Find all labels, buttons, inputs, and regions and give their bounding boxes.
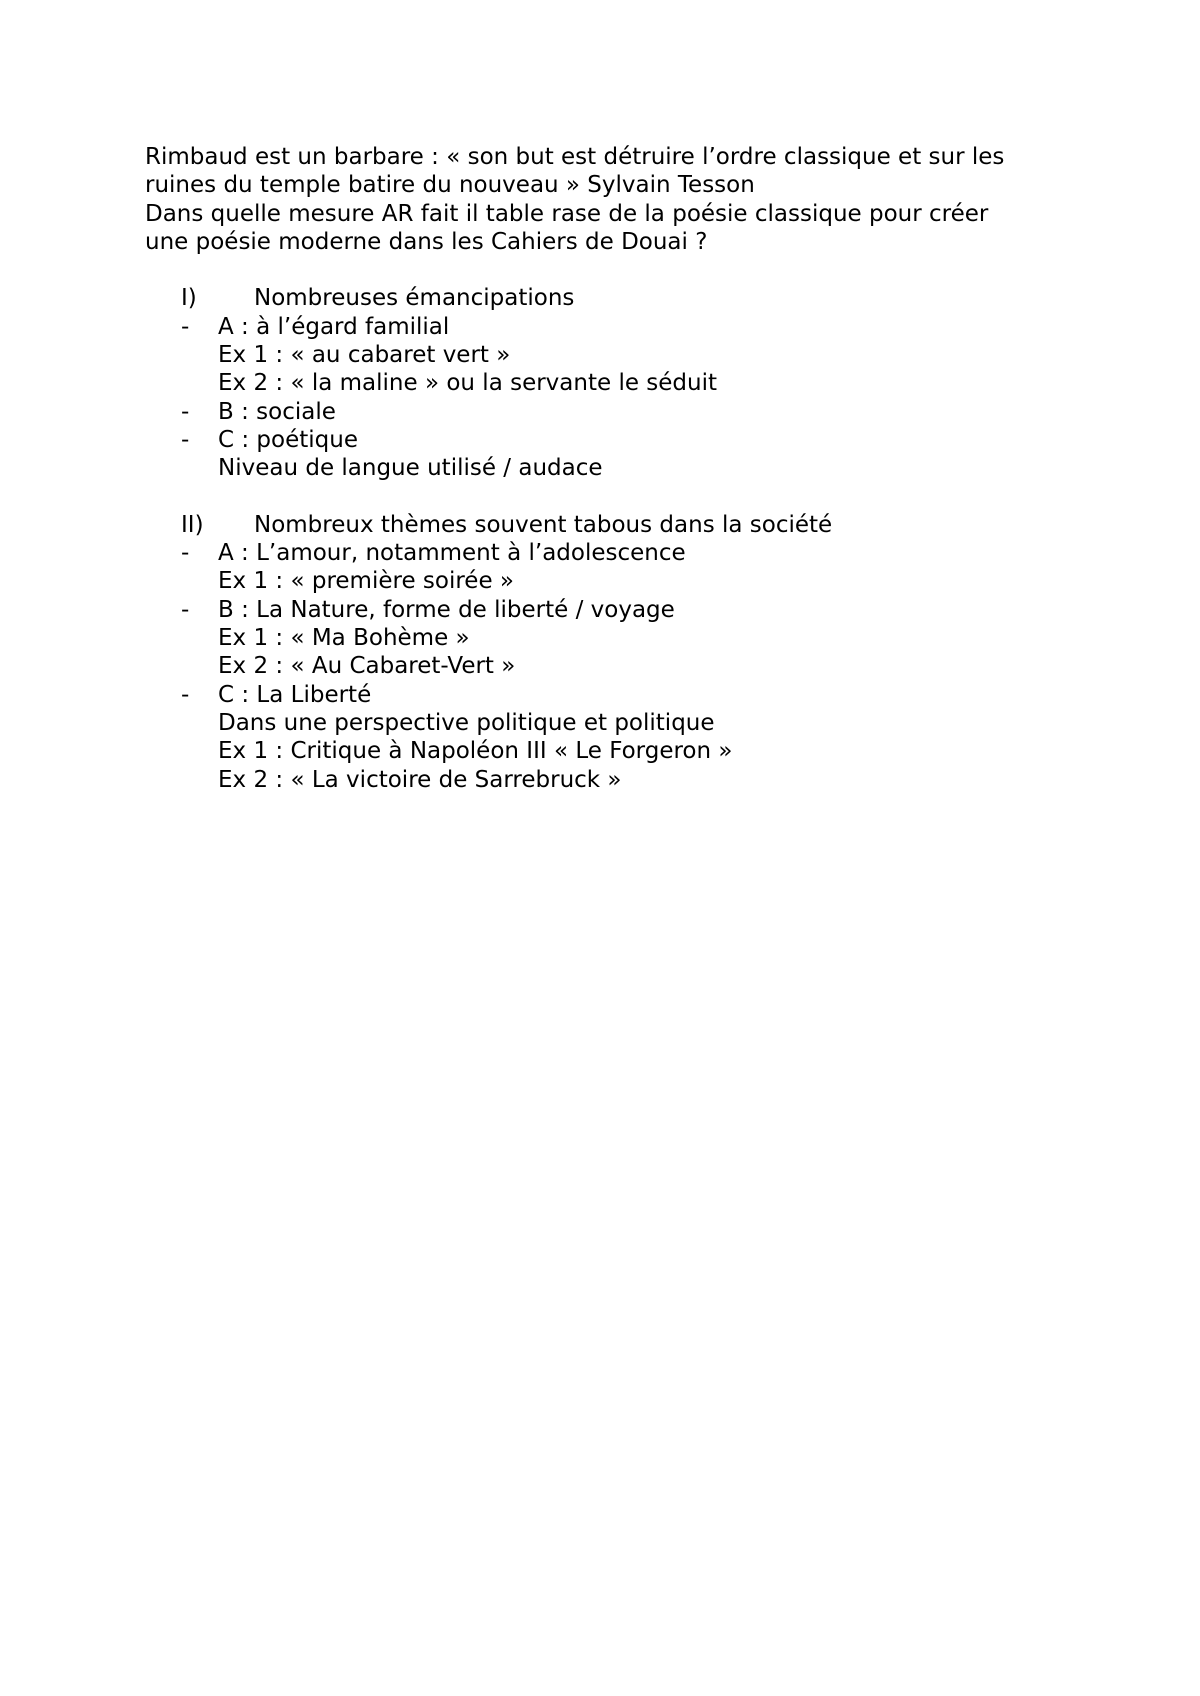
bullet-dash: - (181, 596, 190, 623)
list-item (145, 596, 1075, 624)
item-label: B : sociale (218, 398, 336, 425)
bullet-dash: - (181, 540, 190, 567)
item-label: C : poétique (218, 426, 358, 453)
list-item (145, 426, 1075, 454)
item-detail: Ex 1 : « au cabaret vert » (218, 342, 511, 369)
item-label: A : à l’égard familial (218, 313, 450, 340)
paragraph-gap (145, 256, 1075, 284)
section-title: Nombreux thèmes souvent tabous dans la société (254, 511, 833, 538)
item-detail: Niveau de langue utilisé / audace (218, 455, 603, 482)
item-label: B : La Nature, forme de liberté / voyage (218, 596, 675, 623)
section-heading (145, 284, 1075, 312)
section-number: II) (181, 511, 204, 538)
item-detail: Ex 1 : « Ma Bohème » (218, 625, 470, 652)
item-detail: Ex 1 : Critique à Napoléon III « Le Forgeron » (218, 738, 733, 765)
list-item (145, 398, 1075, 426)
list-item (145, 313, 1075, 341)
item-detail: Ex 2 : « Au Cabaret-Vert » (218, 653, 516, 680)
item-detail: Ex 2 : « La victoire de Sarrebruck » (218, 766, 622, 793)
bullet-dash: - (181, 313, 190, 340)
section-heading (145, 511, 1075, 539)
list-item (145, 681, 1075, 709)
bullet-dash: - (181, 398, 190, 425)
section-title: Nombreuses émancipations (254, 285, 575, 312)
item-detail: Ex 1 : « première soirée » (218, 568, 514, 595)
intro-line: ruines du temple batire du nouveau » Sylvain Tesson (145, 172, 755, 199)
intro-line: Rimbaud est un barbare : « son but est détruire l’ordre classique et sur les (145, 144, 1005, 170)
paragraph-gap (145, 483, 1075, 511)
list-item (145, 539, 1075, 567)
item-detail: Ex 2 : « la maline » ou la servante le séduit (218, 370, 718, 397)
intro-line: une poésie moderne dans les Cahiers de Douai ? (145, 228, 708, 255)
section-number: I) (181, 285, 197, 312)
item-label: C : La Liberté (218, 681, 372, 708)
intro-line: Dans quelle mesure AR fait il table rase de la poésie classique pour créer (145, 200, 989, 227)
item-detail: Dans une perspective politique et politique (218, 709, 715, 736)
item-label: A : L’amour, notamment à l’adolescence (218, 540, 686, 567)
bullet-dash: - (181, 681, 190, 708)
bullet-dash: - (181, 426, 190, 453)
document-page (145, 143, 1075, 794)
